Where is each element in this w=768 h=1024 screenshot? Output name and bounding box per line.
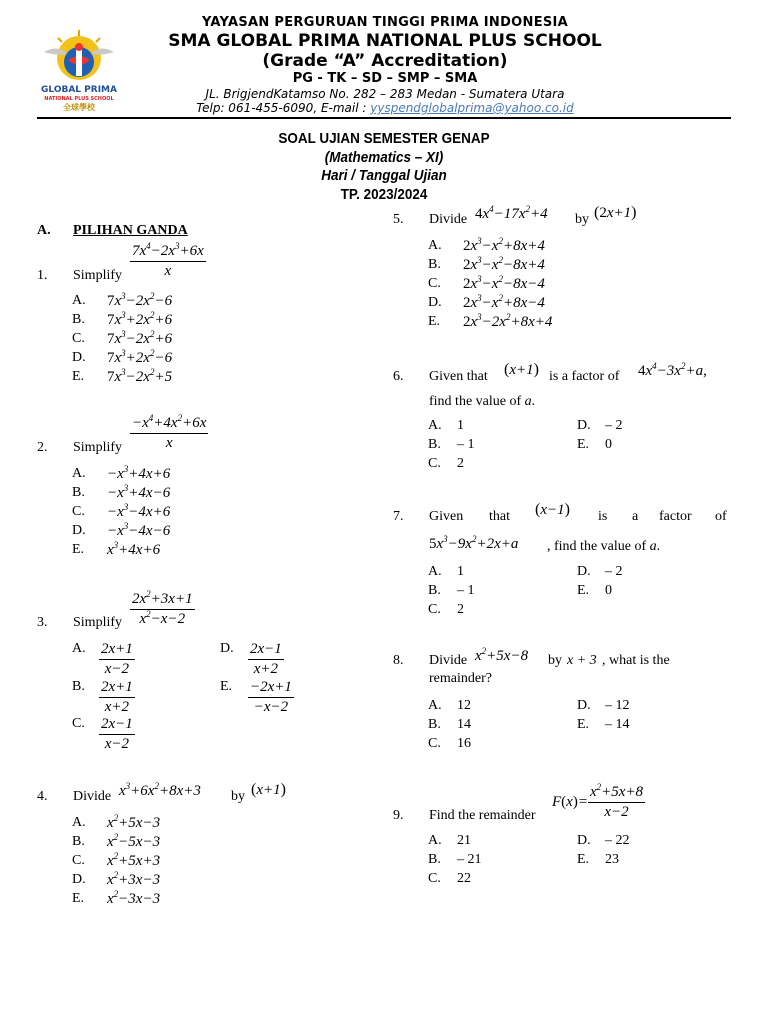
- option-label: A.: [72, 466, 86, 481]
- option-label: B.: [428, 717, 441, 732]
- logo-subtext: NATIONAL PLUS SCHOOL: [44, 96, 114, 102]
- question-expression: $4x^4-17x^2+4$: [475, 204, 548, 222]
- question-number: 1.: [37, 268, 48, 283]
- question-number: 5.: [393, 212, 404, 227]
- option-value[interactable]: 16: [457, 736, 471, 751]
- option-value[interactable]: $x^2-3x-3$: [107, 889, 161, 907]
- option-value[interactable]: $7x^3-2x^2-6$: [107, 291, 173, 309]
- option-label: A.: [72, 815, 86, 830]
- question-number: 3.: [37, 615, 48, 630]
- question-text: Simplify: [73, 268, 123, 283]
- question-expression: $x^2+5x-8$: [475, 646, 529, 664]
- function-expression: F(x)= $\frac{x^2+5x+8}{x-2}$: [552, 782, 644, 820]
- logo-chinese: 全球學校: [63, 103, 95, 112]
- option-value[interactable]: $2x^3-2x^2+8x+4$: [463, 312, 553, 330]
- question-text: Divide: [429, 653, 468, 668]
- option-label: B.: [72, 485, 85, 500]
- option-label: C.: [428, 602, 441, 617]
- logo-text: GLOBAL PRIMA: [41, 85, 117, 95]
- question-number: 8.: [393, 653, 404, 668]
- question-text-part: , find the value of: [547, 539, 647, 554]
- option-label: B.: [428, 583, 441, 598]
- option-label: D.: [577, 833, 591, 848]
- question-expression: $5x^3-9x^2+2x+a$: [429, 534, 519, 552]
- question-expression: (x+1): [504, 361, 539, 378]
- option-label: C.: [428, 456, 441, 471]
- section-letter: A.: [37, 223, 51, 238]
- exam-year: TP. 2023/2024: [340, 186, 428, 203]
- question-text: by: [575, 212, 589, 227]
- question-expression: $x^3+6x^2+8x+3$: [119, 781, 201, 799]
- option-value[interactable]: 22: [457, 871, 471, 886]
- option-label: E.: [577, 852, 590, 867]
- option-value[interactable]: $7x^3-2x^2+5$: [107, 367, 173, 385]
- question-text: , find the value of a.: [547, 539, 661, 554]
- question-text: Divide: [73, 789, 112, 804]
- option-value[interactable]: $x^2-5x-3$: [107, 832, 161, 850]
- question-number: 7.: [393, 509, 404, 524]
- option-label: E.: [428, 314, 441, 329]
- option-value[interactable]: 21: [457, 833, 471, 848]
- question-text: a: [632, 509, 639, 524]
- option-value[interactable]: $2x^3-x^2-8x+4$: [463, 255, 545, 273]
- option-label: B.: [72, 312, 85, 327]
- option-label: C.: [72, 331, 85, 346]
- school-levels: PG - TK – SD – SMP – SMA: [292, 71, 478, 86]
- option-label: B.: [428, 852, 441, 867]
- option-value[interactable]: $x^2+5x+3$: [107, 851, 161, 869]
- option-label: B.: [428, 437, 441, 452]
- question-text: is a factor of: [549, 369, 620, 384]
- accreditation: (Grade “A” Accreditation): [262, 51, 508, 71]
- option-value[interactable]: $-x^3-4x+6$: [107, 502, 171, 520]
- question-text: , what is the: [602, 653, 670, 668]
- option-value[interactable]: 14: [457, 717, 471, 732]
- option-label: A.: [72, 641, 86, 656]
- option-value[interactable]: – 2: [605, 564, 623, 579]
- option-label: D.: [577, 698, 591, 713]
- option-value[interactable]: $2x^3-x^2-8x-4$: [463, 274, 545, 292]
- question-text: Find the remainder: [429, 808, 536, 823]
- option-value[interactable]: 12: [457, 698, 471, 713]
- option-value[interactable]: $x^3+4x+6$: [107, 540, 161, 558]
- option-value[interactable]: $7x^3+2x^2+6$: [107, 310, 173, 328]
- option-label: A.: [428, 698, 442, 713]
- option-value[interactable]: 23: [605, 852, 619, 867]
- option-value[interactable]: – 14: [605, 717, 630, 732]
- option-label: D.: [72, 523, 86, 538]
- option-label: C.: [428, 276, 441, 291]
- question-text: find the value of a.: [429, 394, 536, 409]
- option-label: C.: [428, 736, 441, 751]
- option-label: E.: [72, 891, 85, 906]
- option-label: D.: [72, 350, 86, 365]
- question-text: remainder?: [429, 671, 492, 686]
- option-value[interactable]: – 22: [605, 833, 630, 848]
- option-label: D.: [577, 418, 591, 433]
- option-value[interactable]: $-x^3-4x-6$: [107, 521, 171, 539]
- option-label: D.: [577, 564, 591, 579]
- option-value[interactable]: – 21: [457, 852, 482, 867]
- question-text: that: [489, 509, 510, 524]
- question-text: of: [715, 509, 727, 524]
- question-number: 6.: [393, 369, 404, 384]
- option-label: C.: [72, 853, 85, 868]
- option-label: B.: [72, 834, 85, 849]
- option-value[interactable]: $7x^3-2x^2+6$: [107, 329, 173, 347]
- option-value[interactable]: – 12: [605, 698, 630, 713]
- question-number: 2.: [37, 440, 48, 455]
- header-divider: [37, 117, 731, 119]
- option-label: E.: [72, 542, 85, 557]
- question-number: 4.: [37, 789, 48, 804]
- question-expression: $\frac{2x^2+3x+1}{x^2-x-2}$: [132, 589, 193, 627]
- question-expression: (x−1): [535, 501, 570, 518]
- option-value[interactable]: 1: [457, 564, 464, 579]
- phone-text: Telp: 061-455-6090, E-mail :: [196, 101, 371, 115]
- option-value[interactable]: $\frac{2x-1}{x-2}$: [101, 716, 133, 752]
- option-value[interactable]: $2x^3-x^2+8x-4$: [463, 293, 545, 311]
- section-title: PILIHAN GANDA: [73, 223, 188, 238]
- question-text: Simplify: [73, 615, 123, 630]
- option-value[interactable]: – 1: [457, 583, 475, 598]
- divisor-expression: x + 3: [567, 653, 597, 668]
- question-text: Simplify: [73, 440, 123, 455]
- option-label: D.: [220, 641, 234, 656]
- option-value[interactable]: $2x^3-x^2+8x+4$: [463, 236, 545, 254]
- divisor-expression: (x+1): [251, 781, 286, 798]
- option-value[interactable]: 0: [605, 583, 612, 598]
- option-label: E.: [72, 369, 85, 384]
- option-label: D.: [72, 872, 86, 887]
- option-label: A.: [428, 238, 442, 253]
- question-expression: $4x^4-3x^2+a$,: [638, 361, 707, 379]
- option-label: C.: [72, 504, 85, 519]
- exam-title: SOAL UJIAN SEMESTER GENAP: [278, 130, 490, 147]
- question-expression: $\frac{-x^4+4x^2+6x}{x}$: [132, 413, 207, 451]
- question-text: factor: [659, 509, 692, 524]
- option-value[interactable]: 1: [457, 418, 464, 433]
- variable: a: [524, 394, 532, 409]
- variable: a: [649, 539, 657, 554]
- question-text: is: [598, 509, 608, 524]
- question-text: Given that: [429, 369, 488, 384]
- option-label: E.: [577, 437, 590, 452]
- exam-subject: (Mathematics – XI): [324, 149, 444, 166]
- option-label: E.: [220, 679, 233, 694]
- school-address: JL. BrigjendKatamso No. 282 – 283 Medan - Sumatera Utara: [205, 87, 565, 101]
- option-label: E.: [577, 717, 590, 732]
- option-value[interactable]: 0: [605, 437, 612, 452]
- option-label: A.: [428, 564, 442, 579]
- option-value[interactable]: $\frac{-2x+1}{-x-2}$: [250, 679, 292, 715]
- option-value[interactable]: 2: [457, 602, 464, 617]
- option-label: A.: [72, 293, 86, 308]
- option-label: B.: [72, 679, 85, 694]
- option-label: B.: [428, 257, 441, 272]
- option-value[interactable]: $-x^3+4x-6$: [107, 483, 171, 501]
- option-label: E.: [577, 583, 590, 598]
- option-value[interactable]: $x^2+3x-3$: [107, 870, 161, 888]
- option-value[interactable]: $7x^3+2x^2-6$: [107, 348, 173, 366]
- email-link[interactable]: yyspendglobalprima@yahoo.co.id: [370, 101, 574, 115]
- question-expression: $\frac{7x^4-2x^3+6x}{x}$: [132, 241, 204, 279]
- school-name: SMA GLOBAL PRIMA NATIONAL PLUS SCHOOL: [168, 31, 602, 51]
- option-value[interactable]: – 1: [457, 437, 475, 452]
- option-value[interactable]: 2: [457, 456, 464, 471]
- option-value[interactable]: $x^2+5x-3$: [107, 813, 161, 831]
- option-value[interactable]: $\frac{2x+1}{x+2}$: [101, 679, 133, 715]
- option-label: D.: [428, 295, 442, 310]
- exam-date-line: Hari / Tanggal Ujian: [321, 167, 447, 184]
- foundation-name: YAYASAN PERGURUAN TINGGI PRIMA INDONESIA: [201, 15, 569, 30]
- option-value[interactable]: – 2: [605, 418, 623, 433]
- option-value[interactable]: $\frac{2x+1}{x-2}$: [101, 641, 133, 677]
- question-text: by: [548, 653, 562, 668]
- option-value[interactable]: $\frac{2x-1}{x+2}$: [250, 641, 282, 677]
- option-label: C.: [428, 871, 441, 886]
- option-label: A.: [428, 833, 442, 848]
- option-value[interactable]: $-x^3+4x+6$: [107, 464, 171, 482]
- question-text-part: find the value of: [429, 394, 522, 409]
- option-label: C.: [72, 716, 85, 731]
- question-text: by: [231, 789, 245, 804]
- divisor-expression: (2x+1): [594, 204, 637, 221]
- option-label: A.: [428, 418, 442, 433]
- question-text: Given: [429, 509, 464, 524]
- question-text: Divide: [429, 212, 468, 227]
- contact-line: [130, 101, 640, 115]
- question-number: 9.: [393, 808, 404, 823]
